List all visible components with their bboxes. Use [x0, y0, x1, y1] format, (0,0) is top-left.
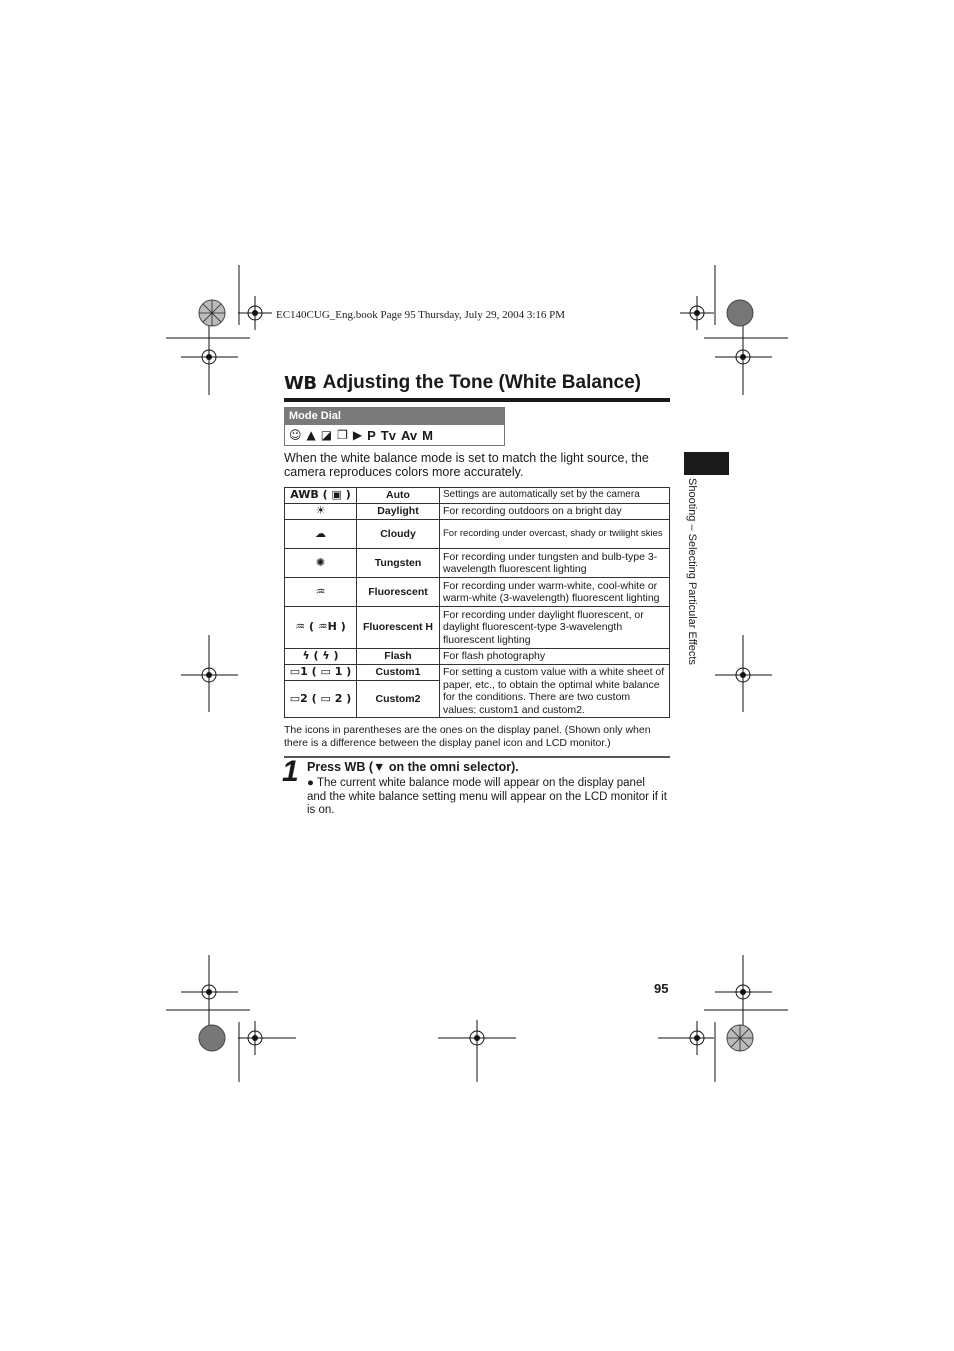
portrait-icon: ☺: [289, 428, 302, 442]
landscape-icon: ▲: [306, 428, 316, 442]
table-row: [285, 549, 670, 578]
mode-dial-box: [284, 407, 505, 446]
table-row: [285, 607, 670, 649]
mode-tv: Tv: [380, 427, 396, 443]
wb-mode-name: Cloudy: [357, 520, 440, 549]
book-file-header: EC140CUG_Eng.book Page 95 Thursday, July 29, 2004 3:16 PM: [276, 309, 566, 321]
table-row: [285, 665, 670, 681]
wb-mode-desc: For recording under overcast, shady or twilight skies: [440, 520, 670, 549]
wb-mode-desc: For setting a custom value with a white sheet of paper, etc., to obtain the optimal white balance for the conditions. There are two custom values: custom1 and custom2.: [440, 665, 670, 718]
wb-mode-desc: Settings are automatically set by the camera: [440, 488, 670, 504]
table-row: [285, 520, 670, 549]
step-detail: [307, 777, 667, 818]
mode-dial-heading: Mode Dial: [285, 408, 504, 425]
chapter-tab: [684, 452, 729, 475]
step-number: 1: [282, 755, 299, 788]
custom1-icon: ▭1 ( ▭ 1 ): [285, 665, 357, 681]
wb-mode-desc: For recording under tungsten and bulb-type 3-wavelength fluorescent lighting: [440, 549, 670, 578]
wb-mode-name: Daylight: [357, 504, 440, 520]
tungsten-icon: ✺: [285, 549, 357, 578]
title-text: Adjusting the Tone (White Balance): [322, 372, 642, 393]
wb-mode-name: Custom2: [357, 681, 440, 718]
custom2-icon: ▭2 ( ▭ 2 ): [285, 681, 357, 718]
chapter-label: Shooting – Selecting Particular Effects: [686, 478, 698, 665]
step-title: Press WB (▼ on the omni selector).: [307, 760, 519, 774]
icon-note: The icons in parentheses are the ones on the display panel. (Shown only when there is a difference between the display panel icon and LCD monitor.): [284, 724, 651, 749]
awb-icon: AWB ( ▣ ): [285, 488, 357, 504]
step-divider: [284, 756, 670, 758]
mode-av: Av: [400, 427, 418, 443]
movie-icon: ▶: [352, 428, 363, 442]
night-scene-icon: ◪: [320, 428, 333, 442]
fluorescent-icon: ♒: [285, 578, 357, 607]
wb-mode-desc: For recording outdoors on a bright day: [440, 504, 670, 520]
page-title: [284, 368, 670, 402]
cloudy-icon: ☁: [285, 520, 357, 549]
step-detail-text: The current white balance mode will appear on the display panel and the white balance setting menu will appear on the LCD monitor if it is on.: [307, 777, 667, 816]
mode-p: P: [367, 427, 376, 443]
wb-mode-name: Auto: [357, 488, 440, 504]
wb-mode-name: Custom1: [357, 665, 440, 681]
table-row: [285, 578, 670, 607]
wb-mode-name: Fluorescent: [357, 578, 440, 607]
wb-mode-name: Tungsten: [357, 549, 440, 578]
table-row: [285, 649, 670, 665]
wb-mode-desc: For flash photography: [440, 649, 670, 665]
table-row: [285, 504, 670, 520]
mode-m: M: [422, 427, 433, 443]
wb-mode-name: Fluorescent H: [357, 607, 440, 649]
white-balance-table: [284, 487, 670, 718]
daylight-icon: ☀: [285, 504, 357, 520]
table-row: [285, 488, 670, 504]
wb-mode-name: Flash: [357, 649, 440, 665]
wb-icon: WB: [284, 372, 317, 394]
bullet-icon: ●: [307, 777, 314, 789]
wb-mode-desc: For recording under daylight fluorescent, or daylight fluorescent-type 3-wavelength fluorescent lighting: [440, 607, 670, 649]
page-number: 95: [654, 981, 669, 996]
intro-paragraph: When the white balance mode is set to match the light source, the camera reproduces colors more accurately.: [284, 451, 649, 479]
flash-icon: ϟ ( ϟ ): [285, 649, 357, 665]
stitch-assist-icon: ❐: [337, 428, 348, 442]
wb-mode-desc: For recording under warm-white, cool-white or warm-white (3-wavelength) fluorescent lighting: [440, 578, 670, 607]
fluorescent-h-icon: ♒ ( ♒H ): [285, 607, 357, 649]
mode-dial-icons: [285, 425, 504, 445]
